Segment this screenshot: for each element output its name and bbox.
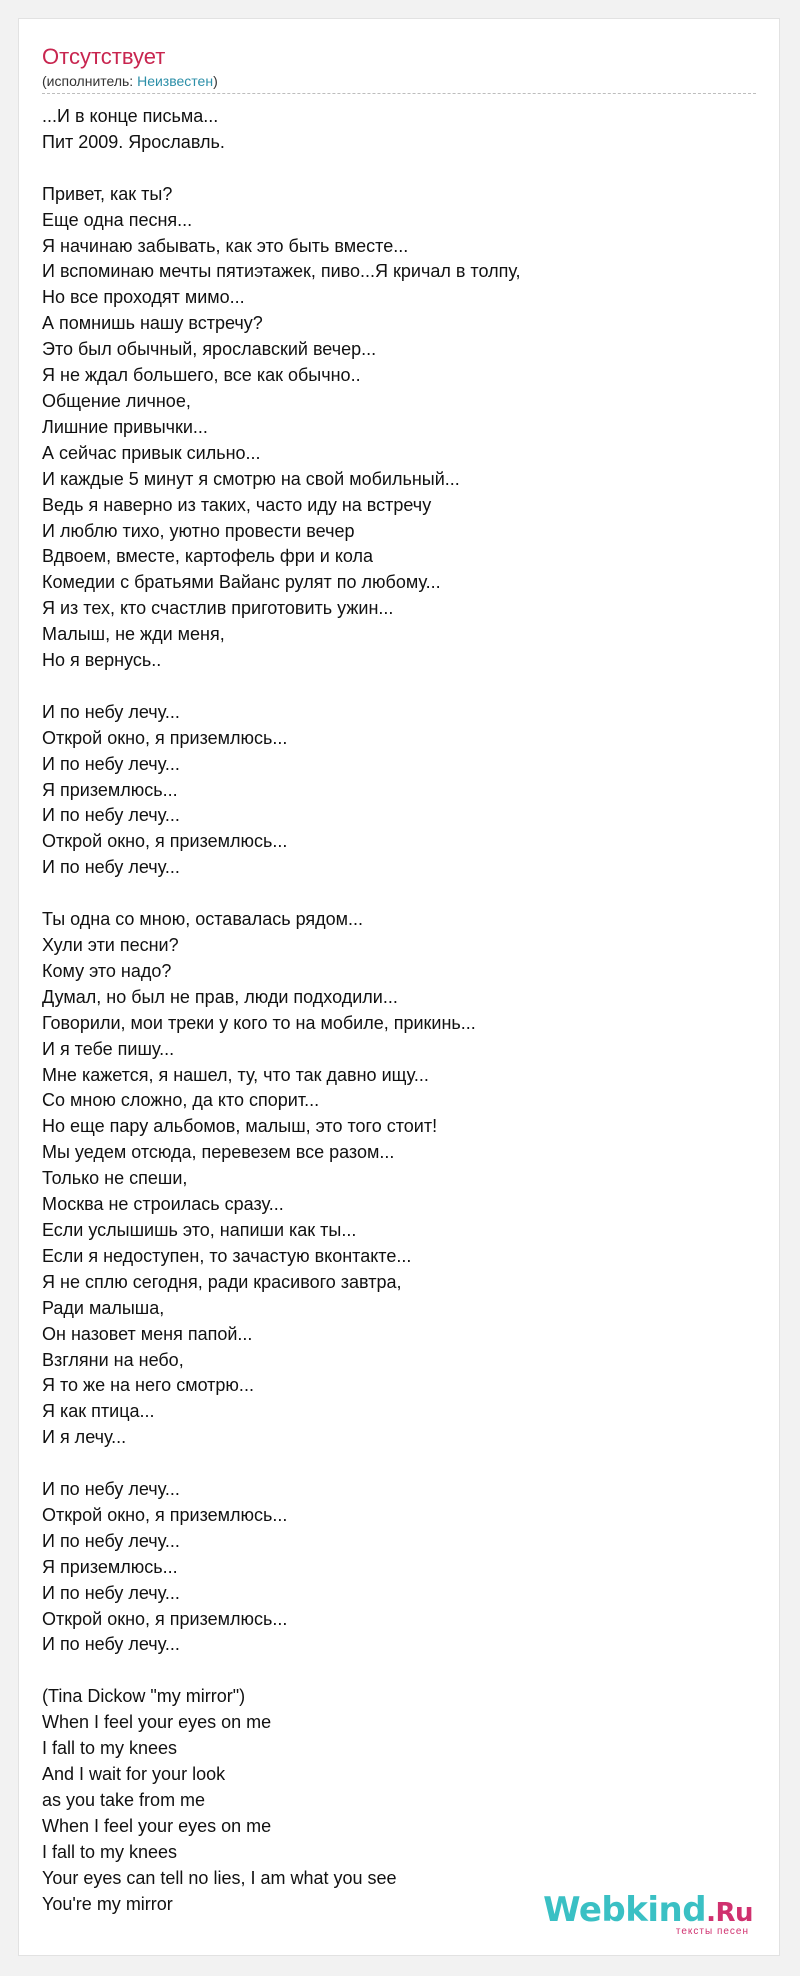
lyrics-line: Комедии с братьями Вайанс рулят по любому... [42,572,441,593]
lyrics-blank-line [42,881,521,907]
lyrics-line: Если я недоступен, то зачастую вконтакте... [42,1245,412,1266]
lyrics-line: Мне кажется, я нашел, ту, что так давно ищу... [42,1064,429,1085]
lyrics-line: Вдвоем, вместе, картофель фри и кола [42,546,374,567]
lyrics-line: Я то же на него смотрю... [42,1375,254,1396]
lyrics-line: When I feel your eyes on me [42,1815,272,1836]
lyrics-line: И вспоминаю мечты пятиэтажек, пиво...Я кричал в толпу, [42,261,521,282]
lyrics-line: И по небу лечу... [42,753,180,774]
lyrics-line: И по небу лечу... [42,805,180,826]
lyrics-line: Ты одна со мною, оставалась рядом... [42,909,364,930]
lyrics-line: Я приземлюсь... [42,779,178,800]
lyrics-line: I fall to my knees [42,1841,178,1862]
lyrics-line: I fall to my knees [42,1738,178,1759]
lyrics-line: А сейчас привык сильно... [42,442,261,463]
lyrics-line: Москва не строилась сразу... [42,1194,284,1215]
artist-suffix: ) [213,73,218,89]
lyrics-line: Ради малыша, [42,1297,165,1318]
lyrics-line: Открой окно, я приземлюсь... [42,1504,288,1525]
lyrics-line: as you take from me [42,1789,206,1810]
lyrics-line: Открой окно, я приземлюсь... [42,831,288,852]
logo-wordmark [543,1890,753,1930]
artist-line [42,73,218,89]
lyrics-line: Говорили, мои треки у кого то на мобиле, прикинь... [42,1012,476,1033]
lyrics-line: И люблю тихо, уютно провести вечер [42,520,355,541]
lyrics-line: ...И в конце письма... [42,106,219,126]
lyrics-text [42,104,521,1917]
lyrics-card [18,18,780,1956]
logo-tagline: тексты песен [675,1926,749,1937]
lyrics-line: И по небу лечу... [42,1582,180,1603]
lyrics-line: Еще одна песня... [42,209,193,230]
lyrics-line: Но еще пару альбомов, малыш, это того стоит! [42,1116,438,1137]
lyrics-line: Малыш, не жди меня, [42,624,225,645]
lyrics-line: Открой окно, я приземлюсь... [42,1608,288,1629]
logo-tld: .Ru [706,1898,753,1928]
lyrics-line: А помнишь нашу встречу? [42,313,263,334]
lyrics-line: И я лечу... [42,1427,127,1448]
lyrics-line: Я приземлюсь... [42,1556,178,1577]
lyrics-line: Я из тех, кто счастлив приготовить ужин... [42,598,394,619]
lyrics-line: You're my mirror [42,1893,173,1914]
lyrics-line: Взгляни на небо, [42,1349,184,1370]
lyrics-line: Только не спеши, [42,1168,188,1189]
lyrics-line: И по небу лечу... [42,1479,180,1500]
lyrics-line: Я не сплю сегодня, ради красивого завтра, [42,1271,402,1292]
lyrics-line: When I feel your eyes on me [42,1712,272,1733]
lyrics-line: And I wait for your look [42,1764,226,1784]
lyrics-line: Я начинаю забывать, как это быть вместе... [42,235,409,256]
lyrics-line: Но все проходят мимо... [42,287,245,308]
lyrics-line: Но я вернусь.. [42,650,162,671]
lyrics-line: Я не ждал большего, все как обычно.. [42,365,361,386]
lyrics-line: Открой окно, я приземлюсь... [42,727,288,748]
lyrics-blank-line [42,674,521,700]
logo-name: Webkind [543,1890,707,1930]
lyrics-line: Общение личное, [42,390,191,411]
artist-prefix: (исполнитель: [42,73,138,89]
lyrics-line: И по небу лечу... [42,1634,180,1655]
title-divider [42,93,756,94]
lyrics-line: (Tina Dickow "my mirror") [42,1686,246,1707]
lyrics-line: Если услышишь это, напиши как ты... [42,1219,357,1240]
lyrics-line: И по небу лечу... [42,857,180,878]
lyrics-line: Лишние привычки... [42,416,208,437]
lyrics-line: Я как птица... [42,1401,155,1422]
lyrics-line: Думал, но был не прав, люди подходили... [42,986,398,1007]
lyrics-line: Кому это надо? [42,960,172,981]
lyrics-line: И по небу лечу... [42,1530,180,1551]
lyrics-blank-line [42,1451,521,1477]
lyrics-line: И каждые 5 минут я смотрю на свой мобильный... [42,468,460,489]
lyrics-line: И по небу лечу... [42,701,180,722]
lyrics-blank-line [42,156,521,182]
lyrics-line: Пит 2009. Ярославль. [42,131,225,152]
lyrics-line: Это был обычный, ярославский вечер... [42,339,377,360]
artist-link[interactable]: Неизвестен [137,73,214,89]
lyrics-line: Хули эти песни? [42,935,179,955]
lyrics-line: Он назовет меня папой... [42,1323,253,1344]
lyrics-line: Со мною сложно, да кто спорит... [42,1090,320,1111]
site-logo[interactable] [543,1890,753,1937]
lyrics-line: Your eyes can tell no lies, I am what you see [42,1867,397,1888]
lyrics-line: Ведь я наверно из таких, часто иду на встречу [42,494,432,515]
lyrics-line: И я тебе пишу... [42,1038,175,1059]
song-title: Отсутствует [42,44,166,69]
lyrics-blank-line [42,1658,521,1684]
lyrics-line: Мы уедем отсюда, перевезем все разом... [42,1142,395,1163]
lyrics-line: Привет, как ты? [42,183,173,204]
